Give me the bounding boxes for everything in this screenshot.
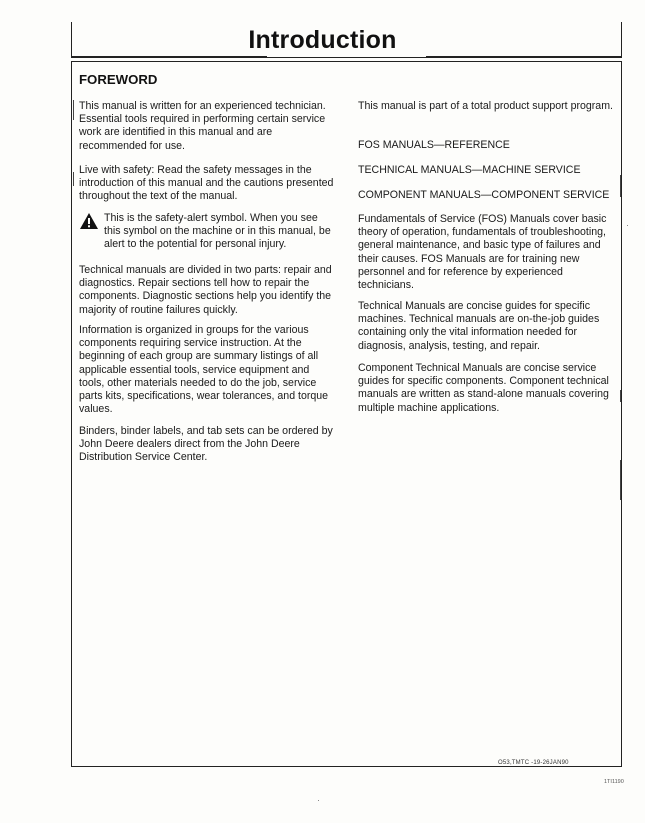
scan-speck xyxy=(318,800,319,801)
right-column-para-3 xyxy=(358,300,618,353)
margin-mark xyxy=(73,172,74,186)
margin-mark xyxy=(620,175,621,197)
manual-type-fos xyxy=(358,139,618,152)
paragraph: This manual is part of a total product support program. xyxy=(358,100,613,112)
margin-mark xyxy=(73,100,74,120)
right-column-para-4 xyxy=(358,362,618,415)
left-column-para-2 xyxy=(79,164,337,204)
paragraph: Information is organized in groups for the various components requiring service instruction. At the beginning of each group are summary listings of all applicable essential tools, service equipment and tools, other materials needed to do the job, service parts kits, specifications, wear tolerances, and torque values. xyxy=(79,324,329,416)
footer-code: O53,TMTC -19-26JAN90 xyxy=(498,760,569,766)
manual-type-label: COMPONENT MANUALS—COMPONENT SERVICE xyxy=(358,189,610,201)
page-id: 1TI1190 xyxy=(604,779,624,785)
title-rule-full xyxy=(71,57,622,58)
left-column-para-4 xyxy=(79,324,337,416)
left-column-para-5 xyxy=(79,425,337,465)
title-right-tick xyxy=(621,22,622,58)
right-column-para-2 xyxy=(358,213,618,292)
warning-triangle-icon xyxy=(80,213,98,229)
section-heading: FOREWORD xyxy=(79,72,158,87)
paragraph: Technical manuals are divided in two parts: repair and diagnostics. Repair sections tell how to repair the components. Diagnostic sections help you identify the majority of routine failures quickly. xyxy=(79,264,332,316)
paragraph: This manual is written for an experienced technician. Essential tools required in performing certain service work are identified in this manual and are recommended for use. xyxy=(79,100,326,152)
manual-type-label: TECHNICAL MANUALS—MACHINE SERVICE xyxy=(358,164,581,176)
manual-type-component xyxy=(358,189,618,202)
left-column xyxy=(79,100,337,153)
paragraph: Fundamentals of Service (FOS) Manuals cover basic theory of operation, fundamentals of troubleshooting, general maintenance, and basic type of failures and their causes. FOS Manuals are for training new personnel and for reference by experienced technicians. xyxy=(358,213,607,292)
scan-speck xyxy=(627,225,628,226)
paragraph: Component Technical Manuals are concise service guides for specific components. Component technical manuals are written as stand-alone manuals covering multiple machine applications. xyxy=(358,362,609,414)
safety-note-text: This is the safety-alert symbol. When you see this symbol on the machine or in this manual, be alert to the potential for personal injury. xyxy=(104,212,331,251)
paragraph: Technical Manuals are concise guides for specific machines. Technical manuals are on-the-job guides containing only the vital information needed for diagnosis, analysis, testing, and repair. xyxy=(358,300,600,352)
manual-type-technical xyxy=(358,164,618,177)
margin-mark xyxy=(620,460,621,500)
manual-type-label: FOS MANUALS—REFERENCE xyxy=(358,139,510,151)
paragraph: Live with safety: Read the safety messages in the introduction of this manual and the cautions presented throughout the text of the manual. xyxy=(79,164,334,203)
right-column-para-1 xyxy=(358,100,618,113)
left-column-para-3 xyxy=(79,264,337,317)
title-left-tick xyxy=(71,22,72,58)
margin-mark xyxy=(620,390,621,402)
page-title: Introduction xyxy=(248,26,397,54)
safety-note xyxy=(104,212,336,252)
paragraph: Binders, binder labels, and tab sets can be ordered by John Deere dealers direct from the John Deere Distribution Service Center. xyxy=(79,425,333,464)
